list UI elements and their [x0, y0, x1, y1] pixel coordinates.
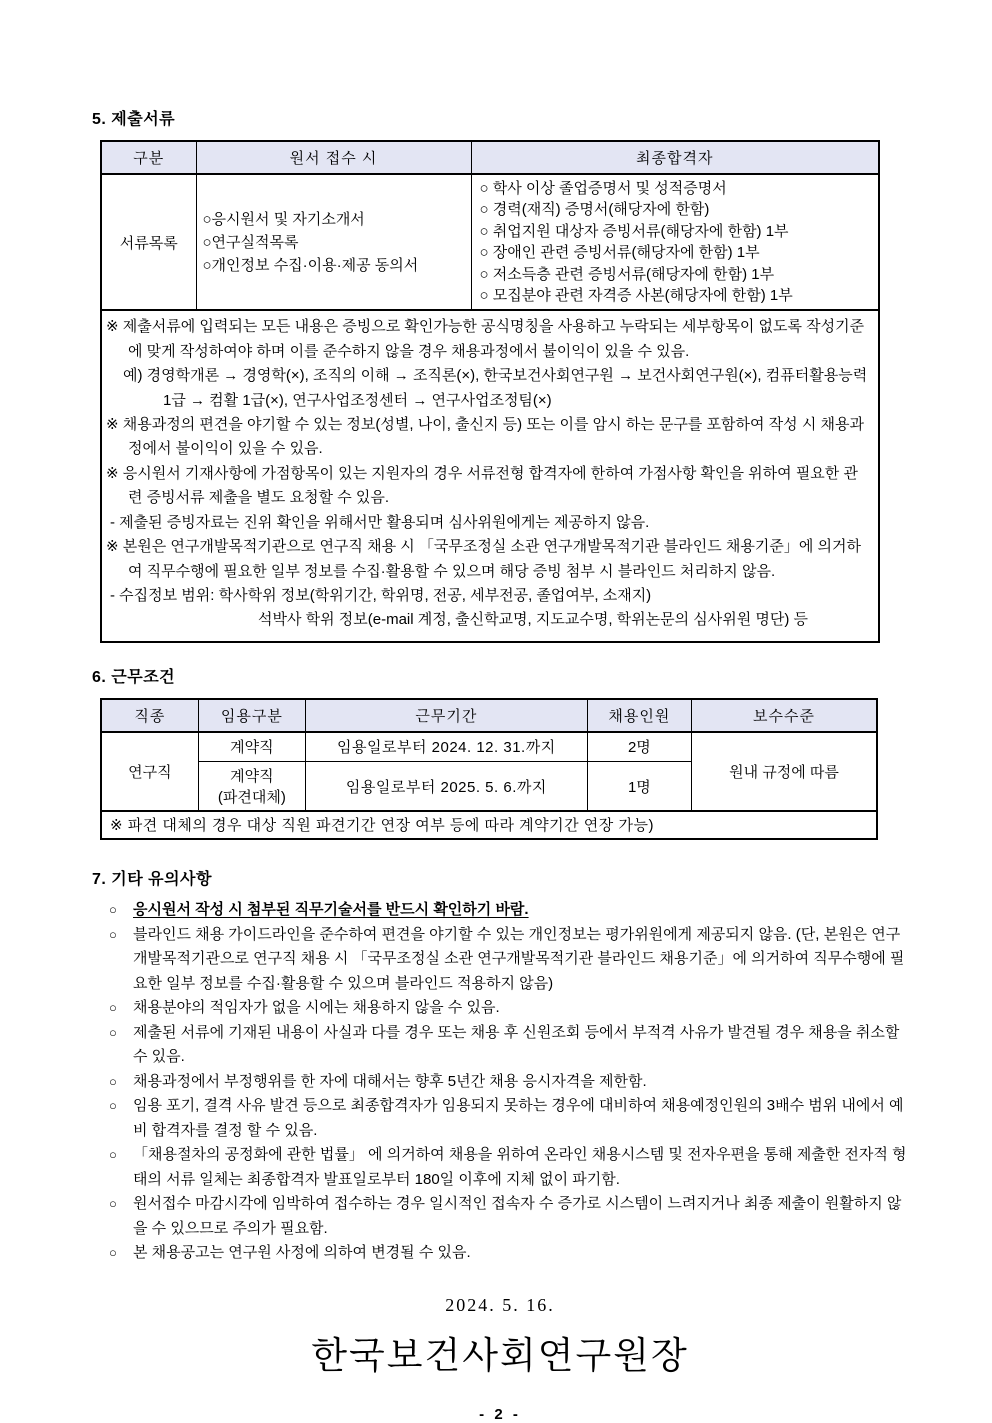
col-header-employment-type: 임용구분 [198, 699, 305, 732]
col-header-job-type: 직종 [101, 699, 198, 732]
list-item: ○ 블라인드 채용 가이드라인을 준수하여 편견을 야기할 수 있는 개인정보는 평가위원에게 제공되지 않음. (단, 본원은 연구개발목적기관으로 연구직 채용 시 「국무조정실 소관 연구개발목적기관 블라인드 채용기준」에 의거하여 직무수행에 필요한 일부 정보를 수집·활용할 수 있으며 블라인드 적용하지 않음) [92, 923, 908, 997]
note-item: ※ 응시원서 기재사항에 가점항목이 있는 지원자의 경우 서류전형 합격자에 한하여 가점사항 확인을 위하여 필요한 관련 증빙서류 제출을 별도 요청할 수 있음. [106, 464, 858, 507]
employment-type-cell: 계약직 (파견대체) [198, 762, 305, 812]
final-passer-documents-cell [471, 174, 879, 310]
list-item: ○개인정보 수집·이용·제공 동의서 [202, 256, 419, 274]
table-header-row [101, 699, 877, 732]
application-documents-cell [196, 174, 471, 310]
col-header-at-application: 원서 접수 시 [196, 141, 471, 174]
circle-bullet-icon: ○ [109, 926, 117, 942]
page-number: - 2 - [479, 1405, 521, 1423]
row-label: 서류목록 [101, 174, 196, 310]
note-continuation: 석박사 학위 정보(e-mail 계정, 출신학교명, 지도교수명, 학위논문의 심사위원 명단) 등 [258, 611, 809, 629]
circle-bullet-icon: ○ [109, 902, 117, 918]
headcount-cell: 1명 [587, 762, 691, 812]
other-notices-list [92, 898, 908, 1266]
job-type-cell: 연구직 [101, 732, 198, 812]
circle-bullet-icon: ○ [109, 1245, 117, 1261]
list-item: ○ 제출된 서류에 기재된 내용이 사실과 다를 경우 또는 채용 후 신원조회 등에서 부적격 사유가 발견될 경우 채용을 취소할 수 있음. [92, 1021, 908, 1070]
table-row [101, 732, 877, 762]
table-notes-row [101, 310, 879, 641]
headcount-cell: 2명 [587, 732, 691, 762]
notes-cell [101, 310, 879, 641]
table-header-row [101, 141, 879, 174]
list-item: ○ 저소득층 관련 증빙서류(해당자에 한함) 1부 [479, 265, 775, 283]
circle-bullet-icon: ○ [109, 1000, 117, 1016]
list-item: ○ 경력(재직) 증명서(해당자에 한함) [479, 201, 710, 219]
col-header-category: 구분 [101, 141, 196, 174]
work-period-cell: 임용일로부터 2024. 12. 31.까지 [306, 732, 588, 762]
list-item: ○연구실적목록 [202, 233, 299, 251]
section-7-title: 7. 기타 유의사항 [92, 871, 212, 889]
list-item: ○ 「채용절차의 공정화에 관한 법률」 에 의거하여 채용을 위하여 온라인 채용시스템 및 전자우편을 통해 제출한 전자적 형태의 서류 일체는 최종합격자 발표일로부터 180일 이후에 지체 없이 파기함. [92, 1143, 908, 1192]
note-sub-item: - 수집정보 범위: 학사학위 정보(학위기간, 학위명, 전공, 세부전공, 졸업여부, 소재지) [110, 586, 652, 604]
note-item: ※ 본원은 연구개발목적기관으로 연구직 채용 시 「국무조정실 소관 연구개발목적기관 블라인드 채용기준」에 의거하여 직무수행에 필요한 일부 정보를 수집·활용할 수 있으며 해당 증빙 첨부 시 블라인드 처리하지 않음. [106, 538, 861, 580]
note-item: ※ 제출서류에 입력되는 모든 내용은 증빙으로 확인가능한 공식명칭을 사용하고 누락되는 세부항목이 없도록 작성기준에 맞게 작성하여야 하며 이를 준수하지 않을 경우 채용과정에서 불이익이 있을 수 있음. [106, 318, 865, 360]
list-item: ○ 임용 포기, 결격 사유 발견 등으로 최종합격자가 임용되지 못하는 경우에 대비하여 채용예정인원의 3배수 범위 내에서 예비 합격자를 결정 할 수 있음. [92, 1094, 908, 1143]
list-item: ○응시원서 및 자기소개서 [202, 210, 365, 228]
table-notes-row [101, 811, 877, 839]
signature-title: 한국보건사회연구원장 [311, 1335, 689, 1377]
note-sub-item: - 제출된 증빙자료는 진위 확인을 위해서만 활용되며 심사위원에게는 제공하지 않음. [110, 513, 650, 531]
work-period-cell: 임용일로부터 2025. 5. 6.까지 [306, 762, 588, 812]
section-5-title: 5. 제출서류 [92, 111, 176, 128]
list-item: ○ 채용과정에서 부정행위를 한 자에 대해서는 향후 5년간 채용 응시자격을 제한함. [92, 1070, 908, 1095]
pay-level-cell: 원내 규정에 따름 [692, 732, 878, 812]
list-item: ○ 원서접수 마감시각에 임박하여 접수하는 경우 일시적인 접속자 수 증가로 시스템이 느려지거나 최종 제출이 원활하지 않을 수 있으므로 주의가 필요함. [92, 1192, 908, 1241]
employment-type-cell: 계약직 [198, 732, 305, 762]
col-header-work-period: 근무기간 [306, 699, 588, 732]
col-header-pay-level: 보수수준 [692, 699, 878, 732]
col-header-final-passers: 최종합격자 [471, 141, 879, 174]
circle-bullet-icon: ○ [109, 1024, 117, 1040]
circle-bullet-icon: ○ [109, 1073, 117, 1089]
working-conditions-table [100, 698, 878, 841]
list-item: ○ 장애인 관련 증빙서류(해당자에 한함) 1부 [479, 244, 760, 262]
col-header-headcount: 채용인원 [587, 699, 691, 732]
list-item: ○ 모집분야 관련 자격증 사본(해당자에 한함) 1부 [479, 287, 793, 305]
section-6-title: 6. 근무조건 [92, 668, 176, 686]
list-item: ○ 채용분야의 적임자가 없을 시에는 채용하지 않을 수 있음. [92, 996, 908, 1021]
circle-bullet-icon: ○ [109, 1098, 117, 1114]
list-item: ○ 취업지원 대상자 증빙서류(해당자에 한함) 1부 [479, 222, 789, 240]
note-example: 예) 경영학개론 → 경영학(×), 조직의 이해 → 조직론(×), 한국보건사회연구원 → 보건사회연구원(×), 컴퓨터활용능력 1급 → 컴활 1급(×), 연구사업조정센터 → 연구사업조정팀(×) [123, 367, 868, 409]
list-item: ○ 본 채용공고는 연구원 사정에 의하여 변경될 수 있음. [92, 1241, 908, 1266]
dispatch-note: ※ 파견 대체의 경우 대상 직원 파견기간 연장 여부 등에 따라 계약기간 연장 가능) [101, 811, 877, 839]
document-date: 2024. 5. 16. [445, 1294, 555, 1315]
submission-documents-table [100, 140, 880, 643]
circle-bullet-icon: ○ [109, 1147, 117, 1163]
table-row [101, 174, 879, 310]
note-item: ※ 채용과정의 편견을 야기할 수 있는 정보(성별, 나이, 출신지 등) 또는 이를 암시 하는 문구를 포함하여 작성 시 채용과정에서 불이익이 있을 수 있음. [106, 416, 864, 458]
list-item: ○ 학사 이상 졸업증명서 및 성적증명서 [479, 180, 727, 197]
circle-bullet-icon: ○ [109, 1196, 117, 1212]
list-item: ○ 응시원서 작성 시 첨부된 직무기술서를 반드시 확인하기 바람. [92, 898, 908, 923]
